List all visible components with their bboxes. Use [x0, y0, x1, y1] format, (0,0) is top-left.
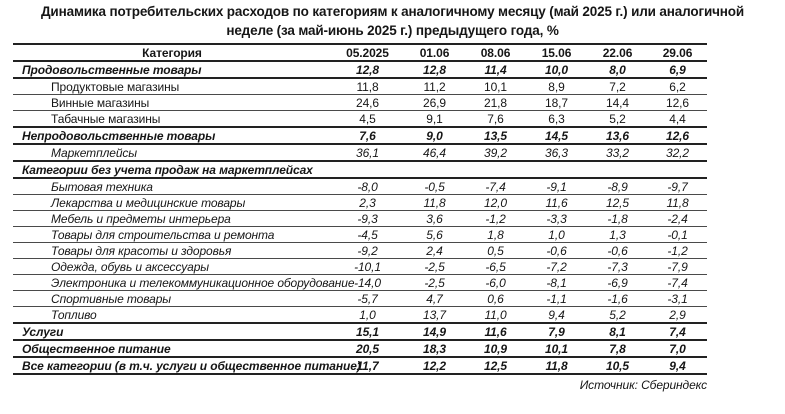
category-cell: Одежда, обувь и аксессуары [51, 259, 209, 274]
column-header-date: 01.06 [419, 45, 450, 60]
value-cell: -7,3 [607, 259, 628, 274]
category-cell: Товары для строительства и ремонта [51, 227, 275, 242]
value-cell: 32,2 [666, 145, 689, 160]
column-header-date: 15.06 [541, 45, 572, 60]
value-cell: -9,1 [546, 179, 567, 194]
category-cell: Категории без учета продаж на маркетплейсах [22, 162, 313, 177]
value-cell: 7,6 [359, 128, 376, 143]
value-cell: 9,4 [548, 307, 565, 322]
value-cell: 10,5 [606, 358, 629, 373]
table-row [13, 324, 707, 341]
table-row [13, 95, 707, 111]
value-cell: -8,9 [607, 179, 628, 194]
value-cell: 6,2 [669, 79, 686, 94]
category-cell: Непродовольственные товары [22, 128, 216, 143]
value-cell: 12,8 [356, 62, 379, 77]
table-row [13, 307, 707, 324]
value-cell: 11,6 [484, 324, 507, 339]
value-cell: 1,0 [359, 307, 376, 322]
value-cell: 9,0 [426, 128, 443, 143]
category-cell: Винные магазины [51, 95, 150, 110]
value-cell: 7,8 [609, 341, 626, 356]
value-cell: 36,3 [545, 145, 568, 160]
value-cell: 12,8 [423, 62, 446, 77]
value-cell: -1,2 [485, 211, 506, 226]
value-cell: -0,6 [546, 243, 567, 258]
value-cell: 11,8 [666, 195, 689, 210]
table-row [13, 62, 707, 79]
value-cell: 18,3 [423, 341, 446, 356]
value-cell: 14,9 [423, 324, 446, 339]
value-cell: -2,5 [424, 275, 445, 290]
category-cell: Все категории (в т.ч. услуги и общественное питание) [22, 358, 361, 373]
category-cell: Продовольственные товары [22, 62, 202, 77]
value-cell: 13,7 [423, 307, 446, 322]
table-row [13, 243, 707, 259]
value-cell: 11,2 [423, 79, 446, 94]
value-cell: 24,6 [356, 95, 379, 110]
value-cell: 0,5 [487, 243, 504, 258]
value-cell: 4,7 [426, 291, 443, 306]
category-cell: Продуктовые магазины [51, 79, 180, 94]
column-header-date: 22.06 [602, 45, 633, 60]
value-cell: 18,7 [545, 95, 568, 110]
value-cell: 7,6 [487, 111, 504, 126]
value-cell: 2,4 [426, 243, 443, 258]
category-cell: Общественное питание [22, 341, 171, 356]
value-cell: 10,0 [545, 62, 568, 77]
value-cell: 8,0 [609, 62, 626, 77]
category-cell: Электроника и телекоммуникационное оборудование [51, 275, 355, 290]
value-cell: -2,5 [424, 259, 445, 274]
value-cell: -14,0 [354, 275, 381, 290]
value-cell: 0,6 [487, 291, 504, 306]
category-cell: Табачные магазины [51, 111, 161, 126]
value-cell: -10,1 [354, 259, 381, 274]
value-cell: 7,4 [669, 324, 686, 339]
value-cell: -1,6 [607, 291, 628, 306]
value-cell: -9,7 [667, 179, 688, 194]
value-cell: -9,2 [357, 243, 378, 258]
source-attribution: Источник: Сбериндекс [579, 378, 707, 392]
value-cell: -1,8 [607, 211, 628, 226]
value-cell: 20,5 [356, 341, 379, 356]
value-cell: -7,2 [546, 259, 567, 274]
value-cell: 11,0 [484, 307, 507, 322]
value-cell: -6,5 [485, 259, 506, 274]
table-header-row [13, 45, 707, 62]
category-cell: Услуги [22, 324, 64, 339]
table-row [13, 211, 707, 227]
value-cell: 33,2 [606, 145, 629, 160]
value-cell: -6,0 [485, 275, 506, 290]
table-row [13, 79, 707, 95]
category-cell: Топливо [51, 307, 97, 322]
value-cell: 10,1 [484, 79, 507, 94]
value-cell: 15,1 [356, 324, 379, 339]
value-cell: -5,7 [357, 291, 378, 306]
value-cell: 11,4 [484, 62, 507, 77]
table-row [13, 128, 707, 145]
table-row [13, 162, 707, 179]
table-row [13, 227, 707, 243]
value-cell: 12,0 [484, 195, 507, 210]
category-cell: Товары для красоты и здоровья [51, 243, 232, 258]
value-cell: 2,3 [359, 195, 376, 210]
table-row [13, 341, 707, 358]
value-cell: 4,4 [669, 111, 686, 126]
value-cell: 5,2 [609, 307, 626, 322]
value-cell: 3,6 [426, 211, 443, 226]
value-cell: -7,4 [485, 179, 506, 194]
category-cell: Лекарства и медицинские товары [51, 195, 246, 210]
value-cell: -0,6 [607, 243, 628, 258]
table-row [13, 358, 707, 375]
value-cell: -8,1 [546, 275, 567, 290]
value-cell: 12,6 [666, 95, 689, 110]
table-row [13, 291, 707, 307]
category-cell: Бытовая техника [51, 179, 153, 194]
value-cell: -7,9 [667, 259, 688, 274]
value-cell: 2,9 [669, 307, 686, 322]
value-cell: 1,0 [548, 227, 565, 242]
value-cell: 1,8 [487, 227, 504, 242]
value-cell: 36,1 [356, 145, 379, 160]
value-cell: -9,3 [357, 211, 378, 226]
value-cell: 12,6 [666, 128, 689, 143]
value-cell: 14,5 [545, 128, 568, 143]
value-cell: 12,5 [606, 195, 629, 210]
value-cell: -3,3 [546, 211, 567, 226]
value-cell: 10,1 [545, 341, 568, 356]
value-cell: 11,6 [545, 195, 568, 210]
table-row [13, 145, 707, 162]
page-title [0, 0, 785, 40]
value-cell: 39,2 [484, 145, 507, 160]
table-row [13, 195, 707, 211]
value-cell: -1,2 [667, 243, 688, 258]
value-cell: 1,3 [609, 227, 626, 242]
value-cell: -0,5 [424, 179, 445, 194]
value-cell: 6,3 [548, 111, 565, 126]
value-cell: -0,1 [667, 227, 688, 242]
column-header-date: 29.06 [662, 45, 693, 60]
value-cell: -1,1 [546, 291, 567, 306]
value-cell: 11,8 [356, 79, 379, 94]
value-cell: 10,9 [484, 341, 507, 356]
value-cell: 6,9 [669, 62, 686, 77]
value-cell: 9,4 [669, 358, 686, 373]
value-cell: 5,6 [426, 227, 443, 242]
spending-dynamics-table [13, 43, 707, 375]
value-cell: 26,9 [423, 95, 446, 110]
value-cell: 8,9 [548, 79, 565, 94]
value-cell: 21,8 [484, 95, 507, 110]
table-body [13, 62, 707, 375]
value-cell: 13,5 [484, 128, 507, 143]
category-cell: Спортивные товары [51, 291, 172, 306]
table-row [13, 111, 707, 128]
value-cell: -6,9 [607, 275, 628, 290]
value-cell: 7,0 [669, 341, 686, 356]
table-row [13, 179, 707, 195]
title-line-1: Динамика потребительских расходов по категориям к аналогичному месяцу (май 2025 г.) или аналогичной [40, 4, 745, 19]
value-cell: -8,0 [357, 179, 378, 194]
value-cell: 14,4 [606, 95, 629, 110]
table-row [13, 275, 707, 291]
column-header-category: Категория [142, 45, 202, 60]
value-cell: -7,4 [667, 275, 688, 290]
value-cell: 7,2 [609, 79, 626, 94]
value-cell: 13,6 [606, 128, 629, 143]
value-cell: -4,5 [357, 227, 378, 242]
value-cell: 11,7 [356, 358, 379, 373]
category-cell: Мебель и предметы интерьера [51, 211, 231, 226]
value-cell: 11,8 [545, 358, 568, 373]
table-row [13, 259, 707, 275]
value-cell: -3,1 [667, 291, 688, 306]
value-cell: 4,5 [359, 111, 376, 126]
value-cell: 8,1 [609, 324, 626, 339]
value-cell: 5,2 [609, 111, 626, 126]
value-cell: 46,4 [423, 145, 446, 160]
category-cell: Маркетплейсы [51, 145, 138, 160]
value-cell: 12,5 [484, 358, 507, 373]
column-header-date: 08.06 [480, 45, 511, 60]
column-header-date: 05.2025 [346, 45, 389, 60]
title-line-2: неделе (за май-июнь 2025 г.) предыдущего года, % [226, 22, 559, 38]
value-cell: -2,4 [667, 211, 688, 226]
value-cell: 9,1 [426, 111, 443, 126]
value-cell: 11,8 [423, 195, 446, 210]
value-cell: 7,9 [548, 324, 565, 339]
value-cell: 12,2 [423, 358, 446, 373]
